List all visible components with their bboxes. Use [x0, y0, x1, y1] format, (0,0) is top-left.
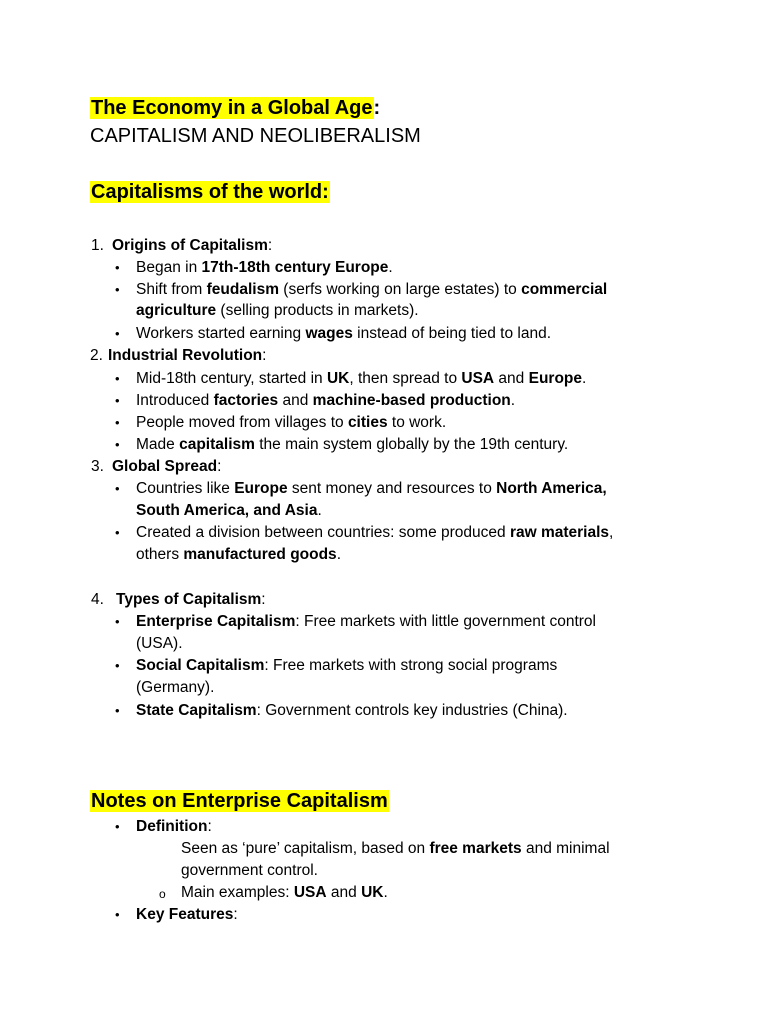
examples-text: Main examples: USA and UK.: [181, 884, 388, 901]
bullet-icon: •: [115, 326, 120, 341]
bullet-text: Began in 17th-18th century Europe.: [136, 259, 393, 276]
circle-bullet-icon: o: [159, 887, 166, 901]
bullet-text: Introduced factories and machine-based production.: [136, 392, 516, 409]
bullet-text: People moved from villages to cities to work.: [136, 414, 447, 431]
bullet-text: Created a division between countries: some produced raw materials,: [136, 524, 614, 541]
title-highlight: The Economy in a Global Age: [91, 97, 373, 119]
bullet-icon: •: [115, 437, 120, 452]
bullet-text: State Capitalism: Government controls key industries (China).: [136, 702, 568, 719]
bullet-text-continuation: others manufactured goods.: [136, 546, 341, 563]
bullet-text-continuation: agriculture (selling products in markets).: [136, 302, 419, 319]
bullet-icon: •: [115, 260, 120, 275]
bullet-icon: •: [115, 371, 120, 386]
list-item-number: 4.: [91, 591, 104, 608]
document-subtitle: CAPITALISM AND NEOLIBERALISM: [90, 125, 421, 147]
list-item-number: 1.: [91, 237, 104, 254]
bullet-icon: •: [115, 393, 120, 408]
bullet-text: Shift from feudalism (serfs working on large estates) to commercial: [136, 281, 608, 298]
bullet-icon: •: [115, 282, 120, 297]
bullet-icon: •: [115, 481, 120, 496]
bullet-text: Made capitalism the main system globally by the 19th century.: [136, 436, 569, 453]
bullet-icon: •: [115, 658, 120, 673]
list-item-number: 2.: [90, 347, 103, 364]
bullet-icon: •: [115, 415, 120, 430]
bullet-text: Enterprise Capitalism: Free markets with little government control: [136, 613, 596, 630]
definition-text: Seen as ‘pure’ capitalism, based on free markets and minimal: [181, 840, 610, 857]
bullet-text: Workers started earning wages instead of being tied to land.: [136, 325, 552, 342]
section-heading-capitalisms: Capitalisms of the world:: [91, 181, 329, 203]
bullet-icon: •: [115, 525, 120, 540]
list-item-label: Global Spread:: [112, 458, 222, 475]
title-colon: :: [373, 97, 381, 119]
bullet-text: Mid-18th century, started in UK, then spread to USA and Europe.: [136, 370, 587, 387]
document-title: [90, 96, 380, 121]
bullet-icon: •: [115, 703, 120, 718]
bullet-text-continuation: (Germany).: [136, 679, 215, 696]
section-heading-enterprise: Notes on Enterprise Capitalism: [91, 790, 388, 812]
bullet-icon: •: [115, 614, 120, 629]
list-item-number: 3.: [91, 458, 104, 475]
bullet-text: Countries like Europe sent money and resources to North America,: [136, 480, 607, 497]
list-item-label: Industrial Revolution:: [108, 347, 267, 364]
bullet-icon: •: [115, 819, 120, 834]
key-features-label: Key Features:: [136, 906, 238, 923]
bullet-text-continuation: (USA).: [136, 635, 183, 652]
list-item-label: Origins of Capitalism:: [112, 237, 273, 254]
definition-text-continuation: government control.: [181, 862, 318, 879]
definition-label: Definition:: [136, 818, 212, 835]
bullet-text-continuation: South America, and Asia.: [136, 502, 322, 519]
list-item-label: Types of Capitalism:: [116, 591, 266, 608]
bullet-text: Social Capitalism: Free markets with strong social programs: [136, 657, 558, 674]
bullet-icon: •: [115, 907, 120, 922]
